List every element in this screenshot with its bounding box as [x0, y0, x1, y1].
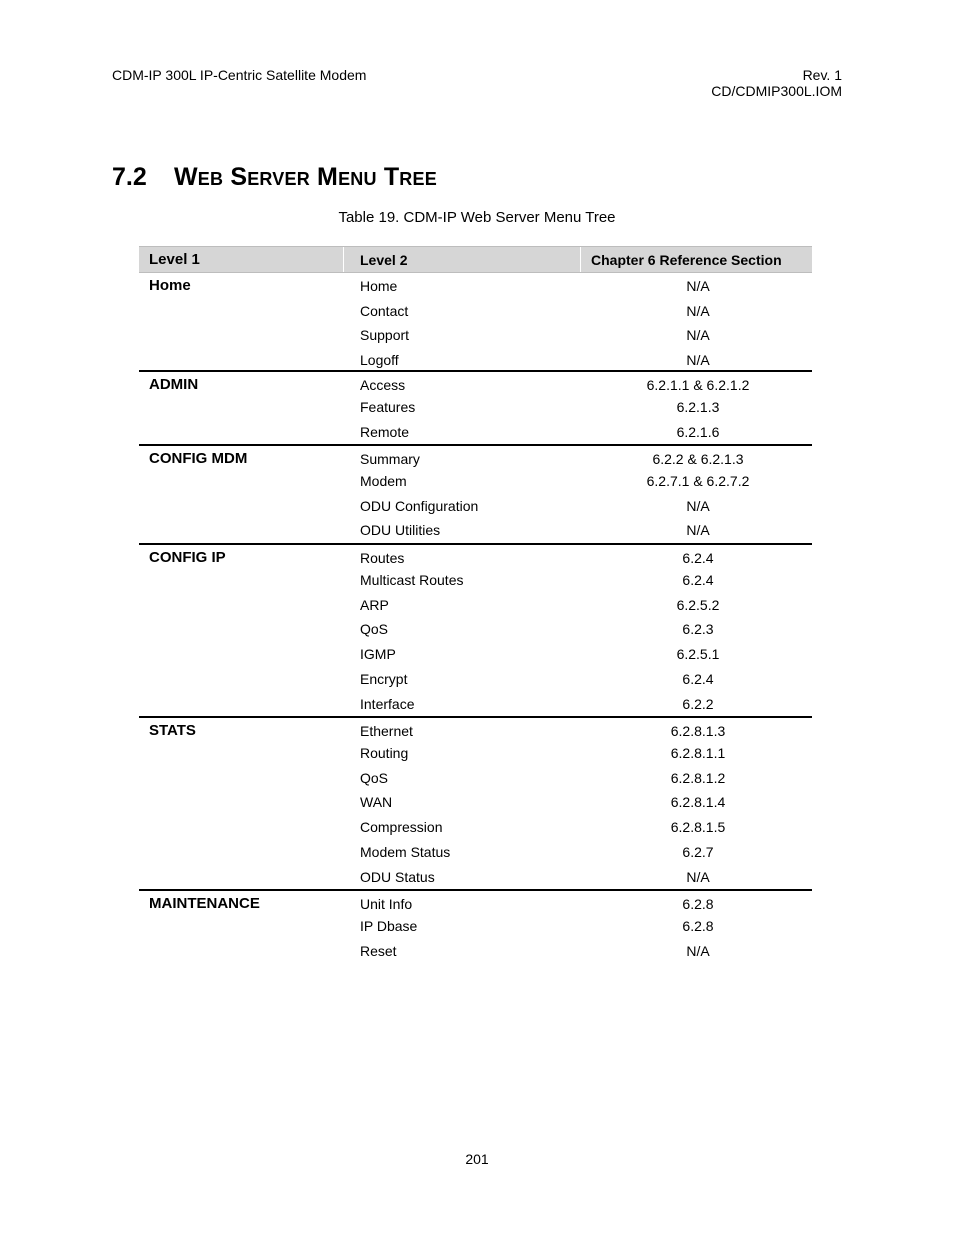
- table-row: [343, 377, 812, 393]
- reference-section: 6.2.2: [682, 695, 714, 712]
- level2-label: Multicast Routes: [360, 572, 464, 588]
- table-row: [343, 424, 812, 440]
- level2-list: [343, 545, 812, 716]
- reference-section: N/A: [686, 497, 710, 514]
- document-code: CD/CDMIP300L.IOM: [711, 83, 842, 99]
- table-row: [343, 671, 812, 687]
- reference-section: 6.2.8.1.1: [670, 745, 726, 761]
- reference-section: 6.2.8.1.3: [670, 723, 726, 739]
- table-row: [343, 522, 812, 538]
- table-row: [343, 451, 812, 467]
- reference-section: N/A: [686, 327, 710, 344]
- level2-label: ARP: [360, 596, 389, 613]
- menu-group: [139, 718, 812, 891]
- reference-section: 6.2.5.1: [676, 646, 720, 663]
- reference-section: 6.2.1.1 & 6.2.1.2: [646, 377, 750, 393]
- table-row: [343, 770, 812, 786]
- table-row: [343, 597, 812, 613]
- reference-section: N/A: [686, 278, 710, 294]
- revision-label: Rev. 1: [802, 67, 842, 83]
- menu-group: [139, 273, 812, 372]
- reference-section: 6.2.8.1.2: [670, 769, 726, 786]
- reference-section: 6.2.7: [682, 843, 714, 860]
- level2-label: Encrypt: [360, 670, 408, 687]
- level2-label: ODU Status: [360, 868, 435, 885]
- level2-label: Modem: [360, 473, 407, 489]
- running-header-title: CDM-IP 300L IP-Centric Satellite Modem: [112, 67, 367, 83]
- reference-section: N/A: [686, 868, 710, 885]
- table-row: [343, 896, 812, 912]
- reference-section: N/A: [686, 302, 710, 319]
- table-row: [343, 745, 812, 761]
- level2-label: WAN: [360, 794, 393, 811]
- menu-group: [139, 891, 812, 971]
- menu-tree-table: [139, 246, 812, 971]
- column-header-level1: Level 1: [149, 251, 200, 268]
- reference-section: 6.2.2 & 6.2.1.3: [652, 451, 744, 467]
- menu-group: [139, 545, 812, 718]
- level2-label: ODU Utilities: [360, 522, 441, 539]
- level2-label: Ethernet: [360, 723, 413, 739]
- table-row: [343, 869, 812, 885]
- reference-section: 6.2.4: [682, 550, 714, 566]
- reference-section: 6.2.8: [682, 918, 714, 934]
- table-row: [343, 696, 812, 712]
- level2-label: Access: [360, 377, 406, 393]
- reference-section: N/A: [686, 352, 710, 369]
- section-heading: [112, 161, 437, 193]
- table-body: [139, 273, 812, 971]
- level2-label: Contact: [360, 302, 409, 319]
- page-number: 201: [465, 1151, 489, 1167]
- table-row: [343, 399, 812, 415]
- table-row: [343, 278, 812, 294]
- reference-section: 6.2.7.1 & 6.2.7.2: [646, 473, 750, 489]
- running-header-revision: [711, 67, 842, 99]
- level2-list: [343, 372, 812, 444]
- table-row: [343, 844, 812, 860]
- level2-label: Home: [360, 278, 398, 294]
- level2-list: [343, 446, 812, 543]
- table-row: [343, 943, 812, 959]
- level2-label: ODU Configuration: [360, 497, 479, 514]
- level2-list: [343, 891, 812, 971]
- level2-label: Features: [360, 399, 416, 415]
- table-row: [343, 819, 812, 835]
- column-header-level2: Level 2: [343, 247, 580, 272]
- reference-section: 6.2.8.1.5: [670, 819, 726, 836]
- level2-label: QoS: [360, 621, 389, 638]
- reference-section: 6.2.4: [682, 670, 714, 687]
- level2-list: [343, 273, 812, 370]
- reference-section: N/A: [686, 522, 710, 539]
- level2-list: [343, 718, 812, 889]
- section-number: 7.2: [112, 163, 147, 191]
- level2-label: Routes: [360, 550, 405, 566]
- table-row: [343, 572, 812, 588]
- level1-label: CONFIG MDM: [149, 450, 248, 467]
- table-row: [343, 918, 812, 934]
- menu-group: [139, 372, 812, 446]
- level2-label: Routing: [360, 745, 409, 761]
- level1-label: STATS: [149, 722, 196, 739]
- reference-section: N/A: [686, 942, 710, 959]
- reference-section: 6.2.1.6: [676, 423, 720, 440]
- level2-label: Reset: [360, 942, 397, 959]
- table-header-row: [139, 246, 812, 273]
- reference-section: 6.2.5.2: [676, 596, 720, 613]
- level2-label: IP Dbase: [360, 918, 418, 934]
- section-title: Web Server Menu Tree: [174, 163, 437, 191]
- level2-label: Compression: [360, 819, 443, 836]
- table-row: [343, 550, 812, 566]
- level2-label: Summary: [360, 451, 420, 467]
- table-row: [343, 303, 812, 319]
- column-header-reference: Chapter 6 Reference Section: [580, 247, 812, 272]
- level1-label: ADMIN: [149, 376, 199, 393]
- reference-section: 6.2.8: [682, 896, 714, 912]
- table-row: [343, 794, 812, 810]
- reference-section: 6.2.3: [682, 621, 714, 638]
- reference-section: 6.2.4: [682, 572, 714, 588]
- level1-label: MAINTENANCE: [149, 895, 260, 912]
- table-row: [343, 646, 812, 662]
- level1-label: CONFIG IP: [149, 549, 226, 566]
- menu-group: [139, 446, 812, 545]
- table-row: [343, 621, 812, 637]
- level2-label: Remote: [360, 423, 410, 440]
- reference-section: 6.2.1.3: [676, 399, 720, 415]
- table-row: [343, 498, 812, 514]
- level1-label: Home: [149, 277, 191, 294]
- table-row: [343, 473, 812, 489]
- level2-label: Unit Info: [360, 896, 413, 912]
- level2-label: Modem Status: [360, 843, 451, 860]
- table-row: [343, 723, 812, 739]
- level2-label: QoS: [360, 769, 389, 786]
- reference-section: 6.2.8.1.4: [670, 794, 726, 811]
- table-caption: Table 19. CDM-IP Web Server Menu Tree: [338, 209, 616, 226]
- level2-label: Interface: [360, 695, 415, 712]
- level2-label: Logoff: [360, 352, 399, 369]
- level2-label: IGMP: [360, 646, 396, 663]
- table-row: [343, 352, 812, 368]
- level2-label: Support: [360, 327, 410, 344]
- table-row: [343, 327, 812, 343]
